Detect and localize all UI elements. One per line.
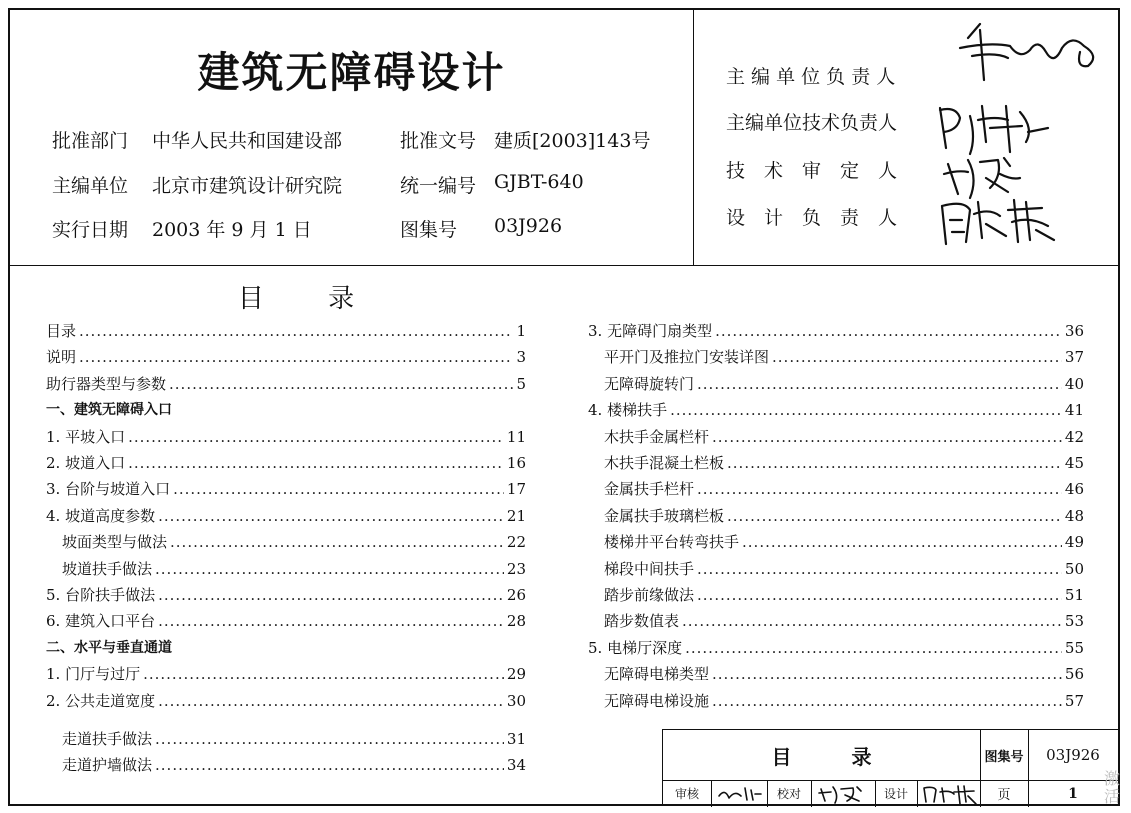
toc-entry [46,426,526,448]
toc-entry [62,531,526,553]
toc-entry [62,754,526,776]
toc-leader-dots [682,612,1062,630]
title-block-line [711,780,712,807]
toc-entry [604,584,1084,606]
toc-entry-label: 走道护墙做法 [62,756,153,775]
toc-entry-label: 2. 公共走道宽度 [46,691,156,710]
toc-entry [604,346,1084,368]
toc-leader-dots [128,428,504,446]
title-block-line [811,780,812,807]
signature-review [715,784,765,804]
title-block-page-label: 页 [997,788,1011,803]
toc-left-column [46,320,526,790]
toc-entry-page: 46 [1064,480,1084,499]
toc-entry [604,373,1084,395]
meta-label: 统一编号 [400,175,477,197]
meta-value: 建质[2003]143号 [494,130,651,152]
toc-entry-label: 1. 平坡入口 [46,427,126,446]
toc-entry-label: 一、建筑无障碍入口 [46,402,172,419]
meta-value: 中华人民共和国建设部 [152,130,343,152]
toc-right-column [588,320,1084,720]
toc-entry [46,663,526,685]
toc-entry-page: 28 [506,612,526,631]
toc-entry-label: 5. 电梯厅深度 [588,638,683,657]
toc-leader-dots [697,586,1062,604]
toc-entry [46,320,526,342]
title-block-check-label: 校对 [776,787,801,801]
toc-leader-dots [79,322,513,340]
toc-entry-page: 50 [1064,559,1084,578]
toc-heading: 目 录 [237,284,383,314]
toc-entry [46,399,526,421]
toc-entry-label: 说明 [46,348,77,367]
toc-leader-dots [727,507,1062,525]
meta-label: 主编单位 [52,175,129,197]
toc-leader-dots [173,480,504,498]
toc-entry [62,558,526,580]
toc-entry-page: 55 [1064,638,1084,657]
toc-entry-label: 平开门及推拉门安装详图 [604,348,770,367]
toc-entry-label: 无障碍电梯类型 [604,665,710,684]
toc-entry-label: 4. 坡道高度参数 [46,506,156,525]
title-block-line [917,780,918,807]
toc-leader-dots [712,428,1062,446]
signature-designer [930,190,1070,250]
title-block-design-label: 设计 [883,787,908,801]
title-block [662,729,1118,806]
toc-entry [46,346,526,368]
toc-entry-page: 29 [506,665,526,684]
toc-leader-dots [79,348,513,366]
title-block-name: 目 录 [771,744,872,769]
toc-entry-page: 16 [506,454,526,472]
toc-entry [46,584,526,606]
toc-entry [46,452,526,474]
toc-entry [46,478,526,500]
toc-entry-page: 57 [1064,691,1084,710]
responsible-technical-lead: 主编单位技术负责人 [726,112,898,134]
atlas-title: 建筑无障碍设计 [197,48,506,97]
toc-entry-page: 30 [506,691,526,710]
toc-entry-page: 56 [1064,665,1084,684]
responsible-chief-editor: 主 编 单 位 负 责 人 [726,66,896,88]
meta-value: 2003 年 9 月 1 日 [152,219,312,241]
toc-entry-page: 23 [506,559,526,578]
toc-entry-page: 21 [506,506,526,525]
toc-entry [46,610,526,632]
toc-entry-page: 51 [1064,586,1084,604]
toc-entry-page: 36 [1064,322,1084,340]
toc-entry-page: 42 [1064,427,1084,446]
toc-entry-label: 木扶手混凝土栏板 [604,454,725,472]
toc-entry-label: 助行器类型与参数 [46,374,167,393]
toc-leader-dots [128,454,504,472]
toc-entry-page: 26 [506,586,526,604]
toc-entry-label: 走道扶手做法 [62,730,153,748]
toc-entry-page: 34 [506,756,526,775]
toc-leader-dots [727,454,1062,472]
toc-entry-label: 踏步前缘做法 [604,586,695,604]
toc-entry-label: 金属扶手玻璃栏板 [604,506,725,525]
toc-entry-label: 无障碍电梯设施 [604,691,710,710]
toc-entry [604,690,1084,712]
toc-entry [604,478,1084,500]
toc-entry [588,637,1084,659]
toc-entry-page: 40 [1064,374,1084,393]
toc-entry-page: 49 [1064,533,1084,552]
toc-entry [604,426,1084,448]
toc-entry-page: 31 [506,730,526,748]
toc-entry-label: 6. 建筑入口平台 [46,612,156,631]
toc-entry-label: 3. 台阶与坡道入口 [46,480,171,499]
title-block-atlas-value: 03J926 [1046,746,1100,764]
toc-entry-page: 37 [1064,348,1084,367]
title-block-atlas-label: 图集号 [984,749,1024,765]
toc-entry [46,690,526,712]
toc-leader-dots [158,612,504,630]
toc-leader-dots [155,756,504,774]
toc-leader-dots [712,692,1062,710]
toc-leader-dots [170,533,504,551]
toc-leader-dots [155,730,504,748]
toc-entry-label: 二、水平与垂直通道 [46,639,172,656]
toc-entry-label: 踏步数值表 [604,612,680,631]
toc-entry-label: 坡面类型与做法 [62,533,168,552]
toc-leader-dots [772,348,1062,366]
toc-entry-label: 1. 门厅与过厅 [46,665,141,684]
toc-entry-page: 22 [506,533,526,552]
meta-value: GJBT-640 [494,171,584,193]
signature-check [815,783,871,805]
header-column-divider [693,10,694,265]
toc-entry [604,663,1084,685]
toc-leader-dots [670,401,1062,419]
toc-entry-label: 梯段中间扶手 [604,559,695,578]
toc-entry [588,399,1084,421]
toc-leader-dots [712,665,1062,683]
toc-entry [604,505,1084,527]
toc-leader-dots [169,375,513,393]
toc-leader-dots [742,533,1062,551]
signature-design [920,782,978,806]
toc-entry-label: 目录 [46,322,77,340]
toc-leader-dots [155,560,504,578]
title-block-page-value: 1 [1068,785,1078,802]
meta-value: 03J926 [494,215,563,237]
toc-entry [604,452,1084,474]
toc-entry-label: 2. 坡道入口 [46,454,126,472]
toc-entry-label: 木扶手金属栏杆 [604,427,710,446]
toc-entry-label: 坡道扶手做法 [62,559,153,578]
responsible-reviewer: 技 术 审 定 人 [726,160,898,182]
meta-label: 批准部门 [52,130,129,152]
toc-leader-dots [158,507,504,525]
toc-leader-dots [697,560,1062,578]
toc-entry-label: 楼梯井平台转弯扶手 [604,533,740,552]
toc-entry-page: 53 [1064,612,1084,631]
meta-label: 图集号 [400,219,458,241]
toc-leader-dots [158,692,504,710]
toc-entry [604,558,1084,580]
toc-entry [46,373,526,395]
toc-leader-dots [685,639,1062,657]
drawing-frame [8,8,1120,806]
toc-entry-page: 48 [1064,506,1084,525]
toc-entry-label: 无障碍旋转门 [604,374,695,393]
toc-leader-dots [697,375,1062,393]
signature-chief-editor [950,16,1110,86]
toc-leader-dots [715,322,1062,340]
toc-entry-page: 11 [506,427,526,446]
toc-leader-dots [158,586,504,604]
watermark-text: 激活 [1104,769,1121,806]
toc-entry [62,728,526,750]
toc-entry-page: 5 [516,374,526,393]
responsible-designer: 设 计 负 责 人 [726,207,898,229]
toc-entry [46,637,526,659]
toc-entry-label: 3. 无障碍门扇类型 [588,322,713,340]
toc-entry-page: 17 [506,480,526,499]
toc-entry-page: 1 [516,322,526,340]
toc-entry [604,610,1084,632]
meta-label: 实行日期 [52,219,129,241]
toc-entry [604,531,1084,553]
toc-entry [46,505,526,527]
toc-entry [588,320,1084,342]
toc-leader-dots [143,665,504,683]
toc-entry-label: 5. 台阶扶手做法 [46,586,156,604]
meta-value: 北京市建筑设计研究院 [152,175,343,197]
toc-entry-page: 3 [516,348,526,367]
toc-entry-label: 4. 楼梯扶手 [588,401,668,420]
title-block-review-label: 审核 [674,787,699,801]
toc-entry-page: 41 [1064,401,1084,420]
toc-entry-page: 45 [1064,454,1084,472]
toc-entry-label: 金属扶手栏杆 [604,480,695,499]
toc-leader-dots [697,480,1062,498]
meta-label: 批准文号 [400,130,477,152]
header-divider [10,265,1118,266]
